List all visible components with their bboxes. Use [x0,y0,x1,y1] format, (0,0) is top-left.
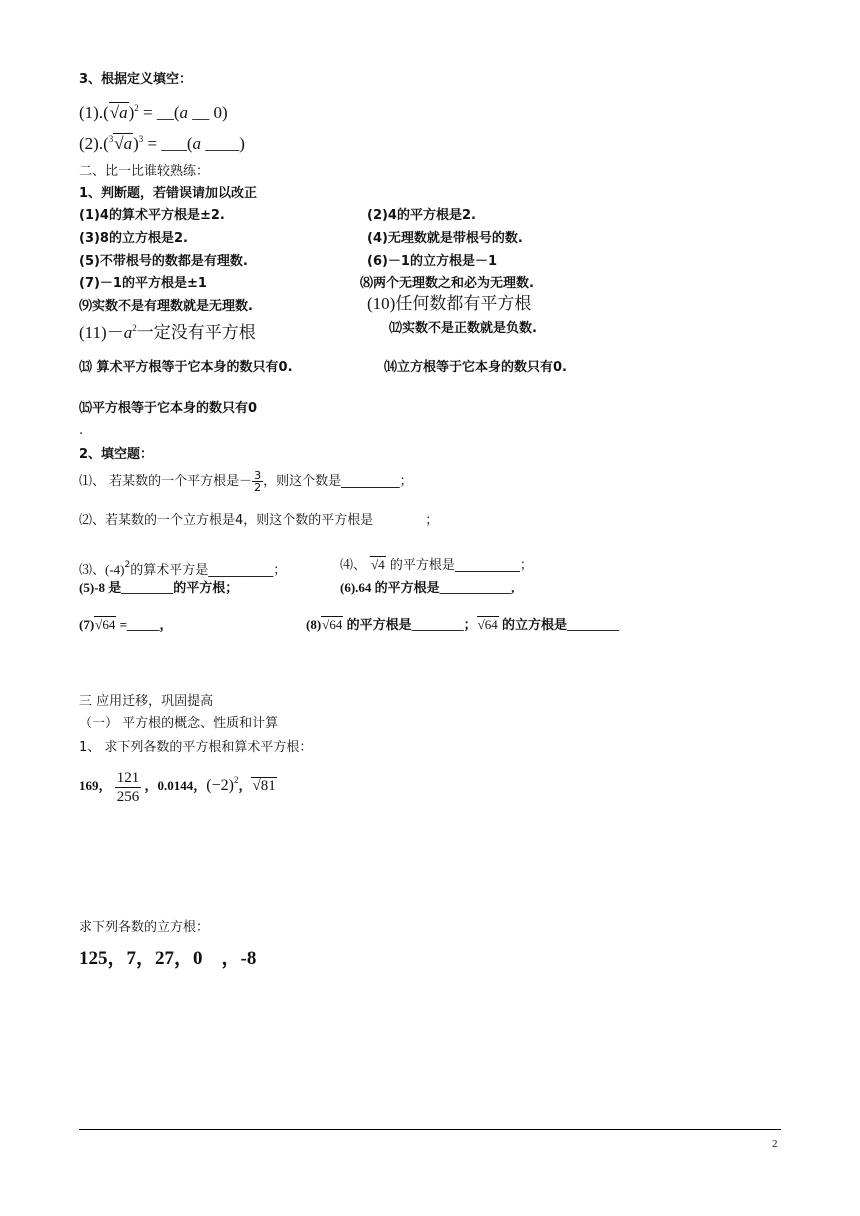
judge-item: (4)无理数就是带根号的数. [367,231,523,246]
judge-item: (1)4的算术平方根是±2. [79,208,225,223]
subsection-heading: 1、判断题，若错误请加以改正 [79,186,258,201]
fill-question-8: (8)√64 的平方根是________；√64 的立方根是________ [306,617,619,632]
footer-divider [79,1129,781,1130]
judge-item: (7)－1的平方根是±1 [79,276,207,291]
judge-item: ⑼实数不是有理数就是无理数. [79,299,253,314]
subsection-heading: （一） 平方根的概念、性质和计算 [79,716,279,731]
judge-item: (6)－1的立方根是－1 [367,254,498,269]
judge-item: $(11)-a^2$一定没有平方根 [79,323,256,342]
judge-item: ⒁立方根等于它本身的数只有0. [384,360,567,375]
judge-item: ⑻两个无理数之和必为无理数. [360,276,534,291]
stray-dot: . [79,423,84,438]
judge-item: (10)任何数都有平方根 [367,294,532,313]
exercise-numbers: 169， $\frac{121}{256}$ ，0.0144，$(-2)^2$，√81 [79,769,276,805]
formula-1: $(1).(√a)^2$ = __(a __ 0) [79,103,228,122]
fill-question-5: (5)-8 是________的平方根； [79,580,239,595]
judge-item: ⒂平方根等于它本身的数只有0 [79,401,258,416]
section-heading: 二、比一比谁较熟练： [79,164,210,179]
section-heading: 3、根据定义填空： [79,72,193,87]
exercise-question: 1、 求下列各数的平方根和算术平方根： [79,740,313,755]
section-heading: 三 应用迁移，巩固提高 [79,694,214,709]
formula-2: $(2).(^3√a)^3$ = ___(a ____) [79,134,245,153]
page-number: 2 [772,1138,778,1150]
judge-item: (2)4的平方根是2. [367,208,476,223]
subsection-heading: 2、填空题： [79,447,154,462]
judge-item: ⒀ 算术平方根等于它本身的数只有0. [79,360,293,375]
fill-question-2: ⑵、若某数的一个立方根是4，则这个数的平方根是 ； [79,513,439,528]
judge-item: (3)8的立方根是2. [79,231,188,246]
judge-item: ⑿实数不是正数就是负数. [389,321,537,336]
fill-question-1: ⑴、 若某数的一个平方根是－ $\frac{3}{2}$ ，则这个数是_________； [79,469,413,494]
fill-question-3: ⑶、$(-4)^2$的算术平方是__________； [79,560,287,578]
exercise-question: 求下列各数的立方根： [79,920,210,935]
cube-root-numbers: 125，7，27，0 ，-8 [79,948,257,969]
fill-question-4: ⑷、 √4 的平方根是__________； [340,557,533,573]
fill-question-7: (7)√64 =_____， [79,617,173,632]
judge-item: (5)不带根号的数都是有理数. [79,254,248,269]
fill-question-6: (6).64 的平方根是___________, [340,580,515,595]
